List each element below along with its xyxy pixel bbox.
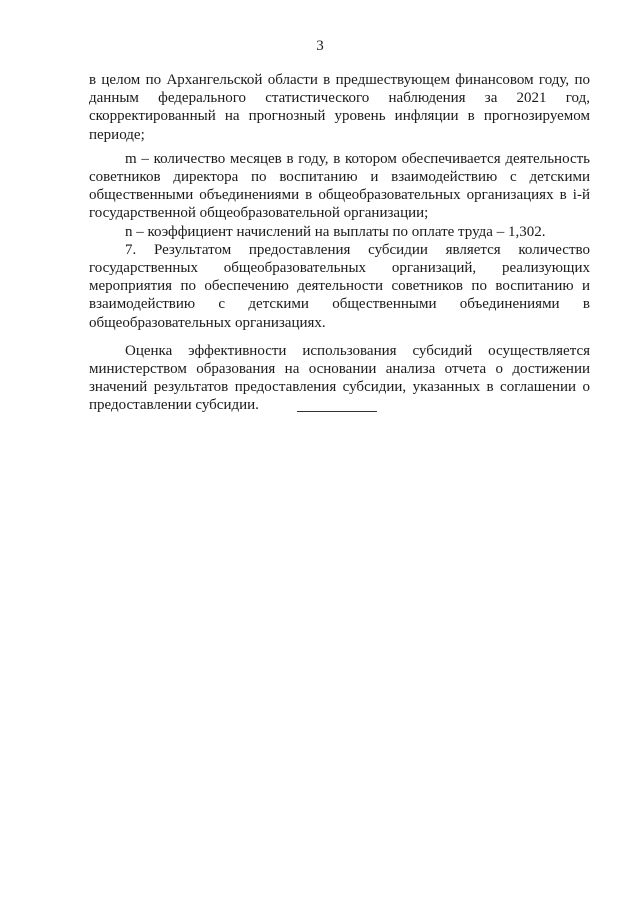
end-divider (297, 411, 377, 412)
paragraph-m-definition: m – количество месяцев в году, в котором обеспечивается деятельность советников директора по воспитанию и взаимодействию с детскими общественными объединениями в общеобразовательных организациях в i-й государственной общеобразовательной организации; (89, 150, 590, 222)
paragraph-continuation: в целом по Архангельской области в предшествующем финансовом году, по данным федерального статистического наблюдения за 2021 год, скорректированный на прогнозный уровень инфляции в прогнозируемом периоде; (89, 72, 590, 143)
paragraph-n-definition: n – коэффициент начислений на выплаты по оплате труда – 1,302. (125, 223, 546, 240)
page-number: 3 (316, 38, 324, 54)
document-body (89, 71, 590, 415)
paragraph-item-7: 7. Результатом предоставления субсидии является количество государственных общеобразовательных организаций, реализующих мероприятия по обеспечению деятельности советников по воспитанию и взаимодействию с детскими общественными объединениями в общеобразовательных организациях. (89, 241, 590, 331)
paragraph-evaluation: Оценка эффективности использования субсидий осуществляется министерством образования на основании анализа отчета о достижении значений результатов предоставления субсидии, указанных в соглашении о предоставлении субсидии. (89, 342, 590, 414)
